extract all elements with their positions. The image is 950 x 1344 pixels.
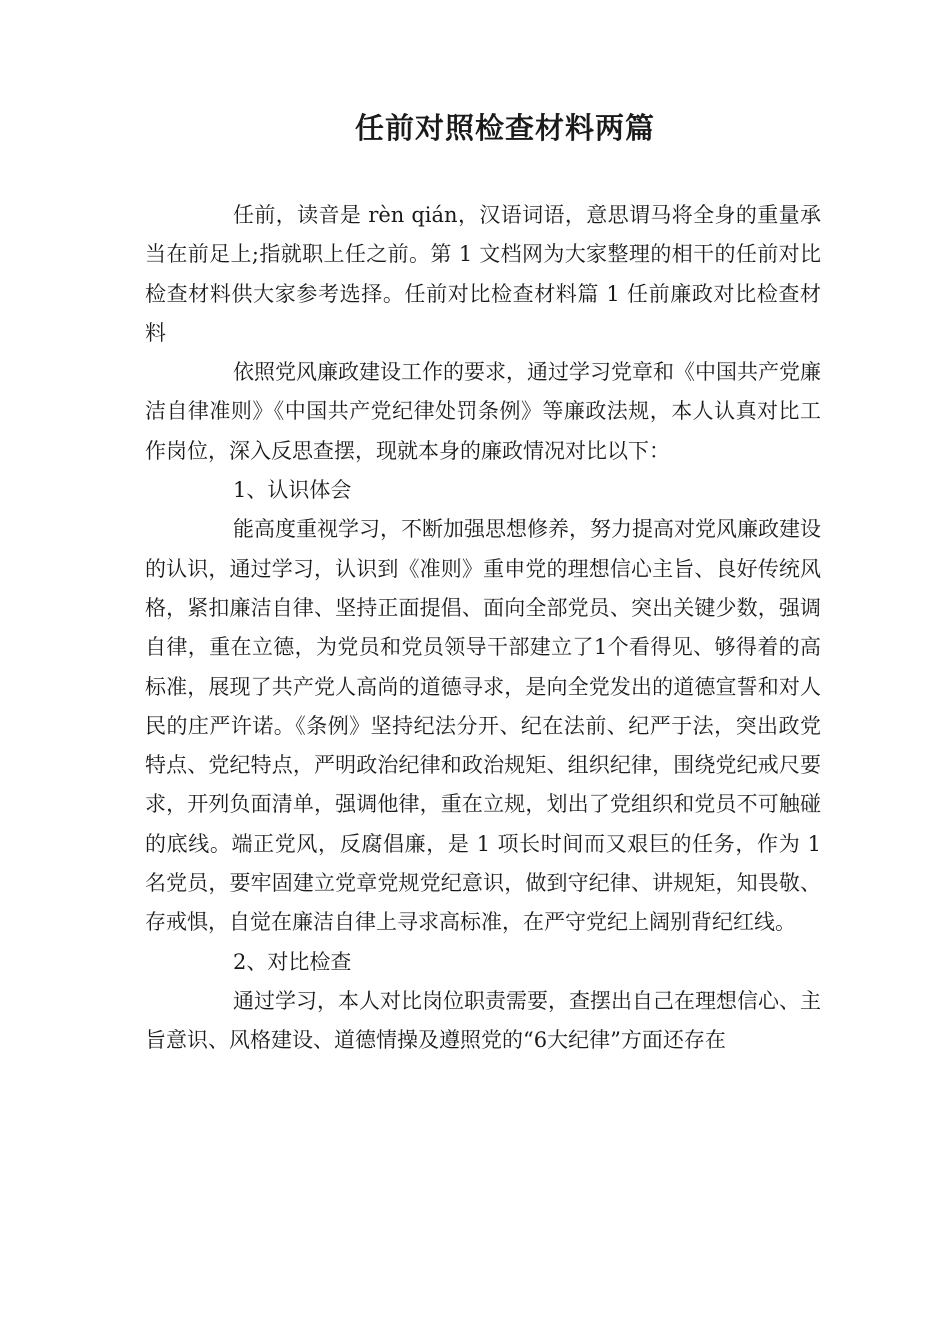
paragraph-basis: 依照党风廉政建设工作的要求，通过学习党章和《中国共产党廉洁自律准则》《中国共产党纪律处罚条例》等廉政法规，本人认真对比工作岗位，深入反思查摆，现就本身的廉政情况对比以下： (145, 360, 821, 463)
document-body (145, 196, 821, 1061)
paragraph-understanding: 能高度重视学习，不断加强思想修养，努力提高对党风廉政建设的认识，通过学习，认识到《准则》重申党的理想信心主旨、良好传统风格，紧扣廉洁自律、坚持正面提倡、面向全部党员、突出关键少数，强调自律，重在立德，为党员和党员领导干部建立了1个看得见、够得着的高标准，展现了共产党人高尚的道德寻求，是向全党发出的道德宣誓和对人民的庄严许诺。《条例》坚持纪法分开、纪在法前、纪严于法，突出政党特点、党纪特点，严明政治纪律和政治规矩、组织纪律，围绕党纪戒尺要求，开列负面清单，强调他律，重在立规，划出了党组织和党员不可触碰的底线。端正党风，反腐倡廉，是 1 项长时间而又艰巨的任务，作为 1 名党员，要牢固建立党章党规党纪意识，做到守纪律、讲规矩，知畏敬、存戒惧，自觉在廉洁自律上寻求高标准，在严守党纪上阔别背纪红线。 (145, 517, 821, 935)
section-heading-1: 1、认识体会 (233, 478, 352, 503)
document-title: 任前对照检查材料两篇 (354, 111, 655, 146)
section-heading-2: 2、对比检查 (233, 949, 352, 974)
paragraph-check: 通过学习，本人对比岗位职责需要，查摆出自己在理想信心、主旨意识、风格建设、道德情操及遵照党的“6大纪律”方面还存在 (145, 988, 821, 1053)
paragraph-intro: 任前，读音是 rèn qián，汉语词语，意思谓马将全身的重量承当在前足上;指就职上任之前。第 1 文档网为大家整理的相干的任前对比检查材料供大家参考选择。任前对比检查材料篇 1 任前廉政对比检查材料 (145, 203, 821, 345)
